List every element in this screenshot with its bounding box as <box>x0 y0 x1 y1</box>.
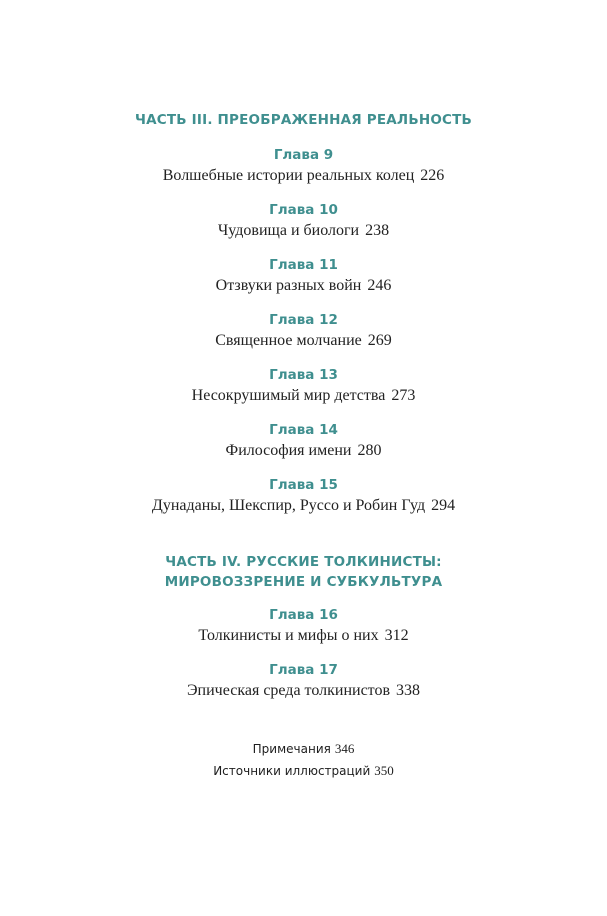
page-number: 350 <box>374 763 394 778</box>
toc-entry-chapter-14[interactable] <box>0 421 607 462</box>
toc-entry-chapter-12[interactable] <box>0 311 607 352</box>
toc-entry-chapter-11[interactable] <box>0 256 607 297</box>
page-number: 246 <box>367 277 392 294</box>
chapter-title: Священное молчание 269 <box>215 332 392 349</box>
toc-entry-chapter-17[interactable] <box>0 661 607 702</box>
page-number: 273 <box>391 387 416 404</box>
chapter-title: Дунаданы, Шекспир, Руссо и Робин Гуд 294 <box>151 497 456 514</box>
part-4-title-line-1: ЧАСТЬ IV. РУССКИЕ ТОЛКИНИСТЫ: <box>165 554 442 570</box>
page-number: 346 <box>334 741 355 756</box>
chapter-title: Философия имени 280 <box>225 442 382 459</box>
page-number: 238 <box>365 222 390 239</box>
chapter-title: Чудовища и биологи 238 <box>217 222 390 239</box>
chapter-title: Толкинисты и мифы о них 312 <box>198 627 409 644</box>
page-number: 226 <box>420 167 445 184</box>
chapter-title: Отзвуки разных войн 246 <box>215 277 392 294</box>
toc-entry-chapter-16[interactable] <box>0 606 607 647</box>
page-number: 312 <box>384 627 409 644</box>
toc-entry-chapter-13[interactable] <box>0 366 607 407</box>
chapter-label: Глава 12 <box>269 312 338 328</box>
chapter-label: Глава 10 <box>269 202 338 218</box>
toc-entry-chapter-15[interactable] <box>0 476 607 517</box>
chapter-label: Глава 17 <box>269 662 338 678</box>
page-number: 280 <box>357 442 382 459</box>
chapter-label: Глава 16 <box>269 607 338 623</box>
page-number: 294 <box>431 497 456 514</box>
chapter-label: Глава 13 <box>269 367 338 383</box>
toc-entry-illustration-sources[interactable] <box>0 762 607 780</box>
part-3-title: ЧАСТЬ III. ПРЕОБРАЖЕННАЯ РЕАЛЬНОСТЬ <box>134 112 473 128</box>
entry-title: Источники иллюстраций <box>213 764 371 778</box>
page-number: 338 <box>396 682 420 699</box>
chapter-label: Глава 9 <box>273 147 334 163</box>
chapter-label: Глава 15 <box>269 477 338 493</box>
entry-title: Примечания <box>252 742 331 756</box>
page-number: 269 <box>367 332 392 349</box>
part-4-title-line-2: МИРОВОЗЗРЕНИЕ И СУБКУЛЬТУРА <box>164 574 443 590</box>
chapter-label: Глава 11 <box>269 257 338 273</box>
toc-entry-notes[interactable] <box>0 740 607 758</box>
chapter-title: Эпическая среда толкинистов 338 <box>186 682 420 699</box>
chapter-title: Волшебные истории реальных колец 226 <box>162 167 445 184</box>
chapter-title: Несокрушимый мир детства 273 <box>191 387 416 404</box>
toc-entry-chapter-9[interactable] <box>0 146 607 187</box>
toc-entry-chapter-10[interactable] <box>0 201 607 242</box>
chapter-label: Глава 14 <box>269 422 338 438</box>
